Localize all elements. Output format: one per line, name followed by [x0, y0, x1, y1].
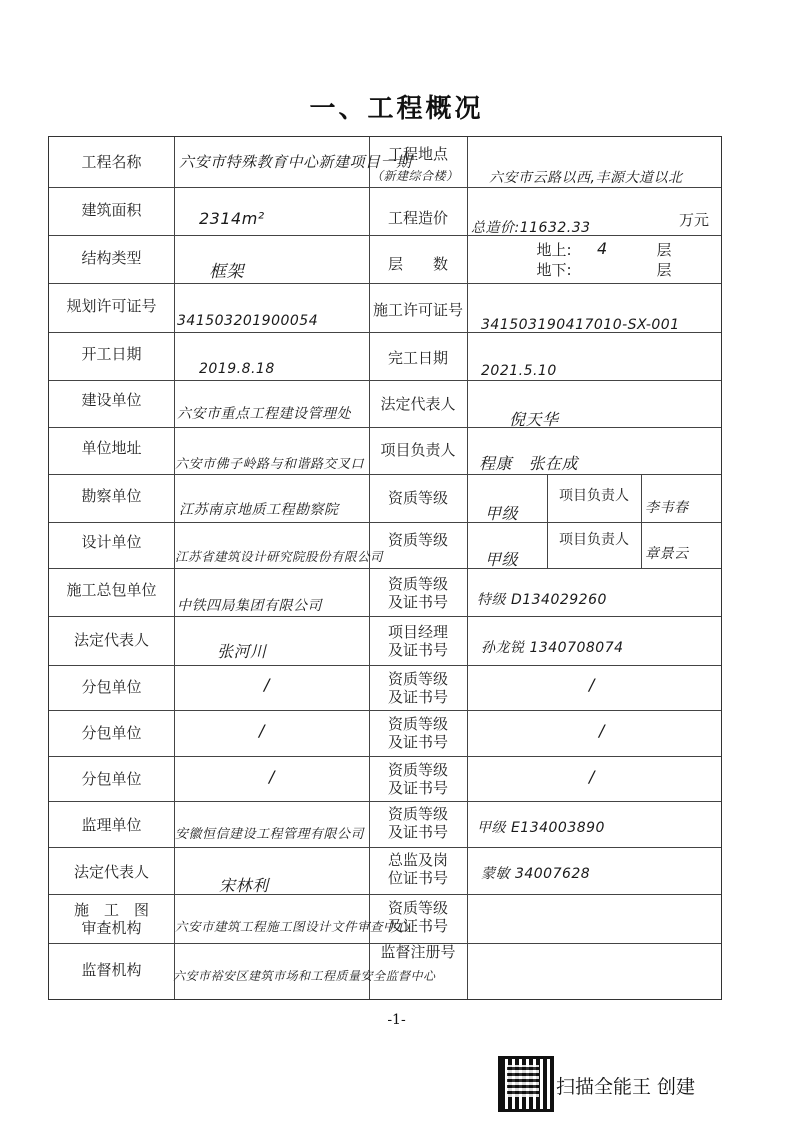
label-sub1-grade: 资质等级 及证书号	[387, 670, 448, 706]
label-oversight-reg: 监督注册号	[380, 943, 456, 961]
label-contractor: 施工总包单位	[66, 581, 157, 599]
label-area: 建筑面积	[81, 201, 142, 219]
value-supervisor-rep: 宋林利	[219, 876, 269, 895]
value-cost: 总造价:11632.33	[471, 220, 591, 236]
page-number: -1-	[387, 1012, 406, 1028]
value-start-date: 2019.8.18	[199, 361, 275, 377]
floors-below-unit: 层	[656, 261, 672, 279]
label-oversight: 监督机构	[81, 961, 142, 979]
label-finish-date: 完工日期	[387, 349, 448, 367]
floors-below-label: 地下:	[536, 261, 572, 279]
value-location: 六安市云路以西,丰源大道以北	[489, 170, 683, 186]
label-subcontractor-2: 分包单位	[81, 724, 142, 742]
label-cost: 工程造价	[387, 209, 448, 227]
value-survey-grade: 甲级	[485, 504, 519, 523]
value-structure: 框架	[209, 262, 244, 282]
value-contractor-rep: 张河川	[217, 642, 267, 661]
value-subcontractor-2: /	[259, 721, 265, 740]
value-supervisor: 安徽恒信建设工程管理有限公司	[175, 827, 365, 842]
floors-above-unit: 层	[656, 241, 672, 259]
label-structure: 结构类型	[81, 249, 142, 267]
label-chief-supervisor: 总监及岗 位证书号	[387, 851, 448, 887]
value-survey-unit: 江苏南京地质工程勘察院	[179, 502, 339, 518]
value-project-lead: 程康 张在成	[479, 454, 579, 473]
value-subcontractor-3: /	[269, 767, 275, 786]
label-survey-lead: 项目负责人	[559, 488, 629, 504]
value-build-permit: 341503190417010-SX-001	[481, 317, 680, 333]
value-address: 六安市佛子岭路与和谐路交叉口	[175, 457, 365, 472]
label-build-permit: 施工许可证号	[372, 301, 463, 319]
label-design-unit: 设计单位	[81, 533, 142, 551]
label-sub3-grade: 资质等级 及证书号	[387, 761, 448, 797]
scanner-brand: 扫描全能王 创建	[556, 1076, 696, 1098]
label-project-manager: 项目经理 及证书号	[387, 623, 448, 659]
floors-above-label: 地上:	[536, 241, 572, 259]
label-contractor-grade: 资质等级 及证书号	[387, 575, 448, 611]
label-sub2-grade: 资质等级 及证书号	[387, 715, 448, 751]
value-legal-rep: 倪天华	[509, 410, 559, 429]
floors-above-value: 4	[597, 239, 608, 258]
label-review-grade: 资质等级 及证书号	[387, 899, 448, 935]
label-start-date: 开工日期	[81, 345, 142, 363]
value-chief-supervisor: 蒙敏 34007628	[481, 866, 591, 882]
value-design-lead: 章景云	[645, 546, 689, 562]
value-contractor: 中铁四局集团有限公司	[177, 598, 322, 614]
label-location: 工程地点	[387, 145, 448, 163]
value-plan-permit: 341503201900054	[177, 313, 319, 329]
value-supervisor-grade: 甲级 E134003890	[477, 820, 605, 836]
value-location-extra: （新建综合楼）	[371, 169, 459, 183]
value-sub3-grade: /	[589, 767, 595, 786]
value-project-manager: 孙龙锐 1340708074	[481, 640, 624, 656]
label-contractor-rep: 法定代表人	[73, 631, 149, 649]
label-supervisor-rep: 法定代表人	[73, 863, 149, 881]
value-owner: 六安市重点工程建设管理处	[177, 406, 351, 422]
value-drawing-review: 六安市建筑工程施工图设计文件审查中心	[175, 919, 410, 934]
label-design-grade: 资质等级	[387, 531, 448, 549]
value-contractor-grade: 特级 D134029260	[477, 592, 607, 608]
value-oversight: 六安市裕安区建筑市场和工程质量安全监督中心	[173, 969, 436, 983]
label-subcontractor-3: 分包单位	[81, 770, 142, 788]
value-survey-lead: 李韦春	[645, 500, 689, 516]
label-design-lead: 项目负责人	[559, 532, 629, 548]
label-legal-rep: 法定代表人	[380, 395, 456, 413]
label-owner: 建设单位	[81, 391, 142, 409]
label-project-name: 工程名称	[81, 153, 142, 171]
cost-unit: 万元	[678, 211, 709, 229]
project-overview-table	[48, 136, 722, 1000]
label-plan-permit: 规划许可证号	[66, 297, 157, 315]
label-floors: 层 数	[387, 255, 448, 273]
value-sub2-grade: /	[599, 721, 605, 740]
label-supervisor: 监理单位	[81, 816, 142, 834]
qr-code-icon	[498, 1056, 554, 1112]
value-sub1-grade: /	[589, 675, 595, 694]
value-area: 2314m²	[199, 209, 265, 228]
label-survey-unit: 勘察单位	[81, 487, 142, 505]
label-survey-grade: 资质等级	[387, 489, 448, 507]
page-title: 一、工程概况	[309, 94, 484, 124]
label-subcontractor-1: 分包单位	[81, 678, 142, 696]
value-design-unit: 江苏省建筑设计研究院股份有限公司	[175, 549, 384, 564]
label-drawing-review: 施 工 图 审查机构	[73, 901, 149, 937]
value-finish-date: 2021.5.10	[481, 363, 557, 379]
value-project-name: 六安市特殊教育中心新建项目一期	[179, 153, 412, 171]
value-subcontractor-1: /	[264, 675, 270, 694]
value-design-grade: 甲级	[485, 550, 519, 569]
label-address: 单位地址	[81, 439, 142, 457]
label-supervisor-grade: 资质等级 及证书号	[387, 805, 448, 841]
label-project-lead: 项目负责人	[380, 441, 456, 459]
